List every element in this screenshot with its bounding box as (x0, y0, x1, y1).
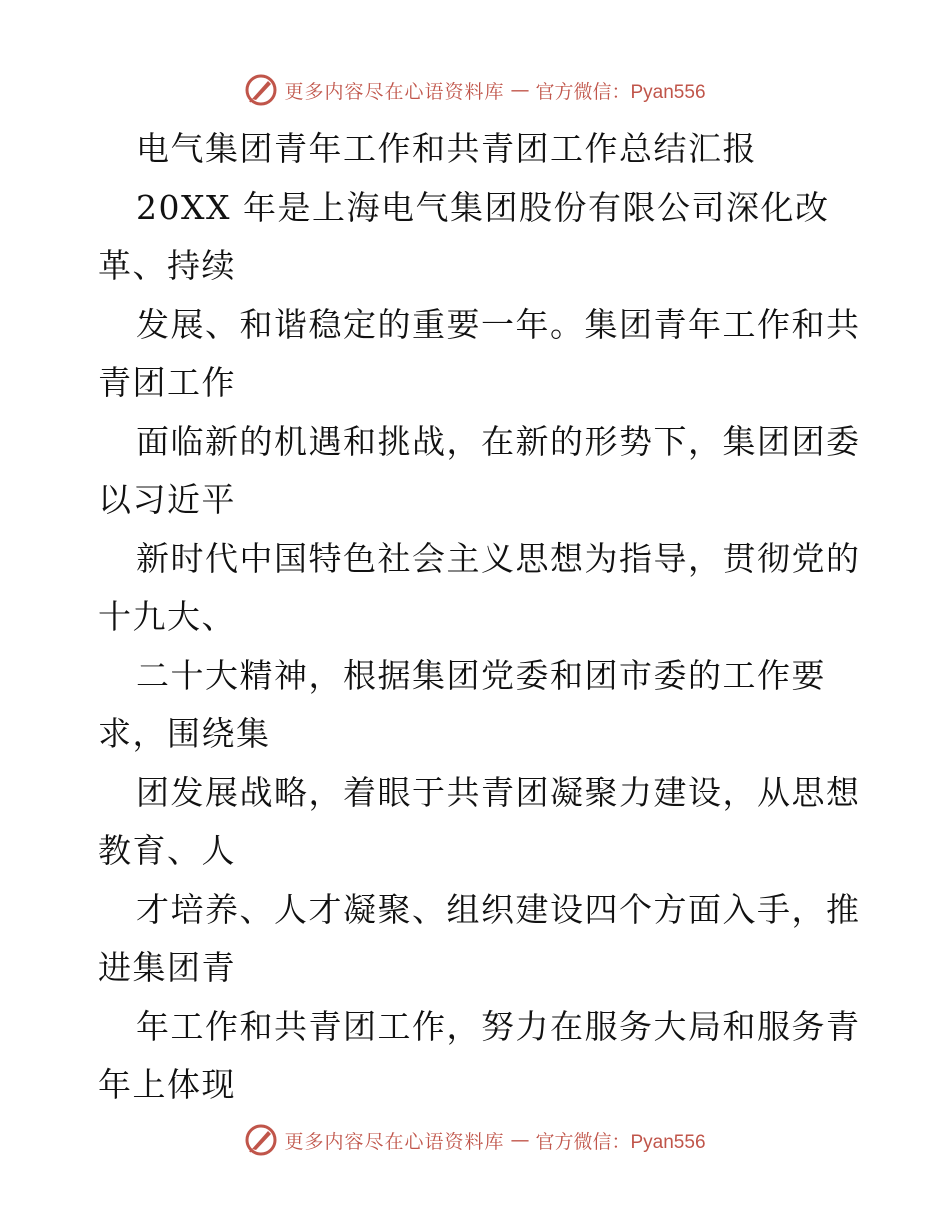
paragraph-line: 发展、和谐稳定的重要一年。集团青年工作和共 (136, 304, 861, 344)
paragraph-line: 进集团青 (98, 948, 236, 987)
paragraph-line: 革、持续 (98, 246, 236, 285)
paragraph-line: 求，围绕集 (98, 714, 271, 753)
paragraph-line: 教育、人 (98, 831, 236, 870)
paragraph-line: 团发展战略，着眼于共青团凝聚力建设，从思想 (136, 772, 861, 812)
paragraph-line: 二十大精神，根据集团党委和团市委的工作要 (136, 655, 826, 695)
paragraph-line: 青团工作 (98, 363, 236, 402)
feather-pen-circle-icon (244, 1123, 278, 1157)
paragraph-line: 年上体现 (98, 1065, 236, 1104)
feather-pen-circle-icon (244, 73, 278, 107)
watermark-contact: 官方微信：Pyan556 (535, 81, 706, 103)
document-body (98, 120, 861, 1115)
document-title: 电气集团青年工作和共青团工作总结汇报 (136, 129, 757, 168)
watermark-separator: — (510, 79, 530, 101)
watermark-slogan: 更多内容尽在心语资料库 (284, 1130, 505, 1153)
paragraph-line: 十九大、 (98, 597, 236, 636)
footer-watermark (0, 1120, 950, 1160)
paragraph-line: 面临新的机遇和挑战，在新的形势下，集团团委 (136, 421, 861, 461)
paragraph-line: 年工作和共青团工作，努力在服务大局和服务青 (136, 1006, 861, 1046)
watermark-separator: — (510, 1129, 530, 1151)
paragraph-line: 20XX 年是上海电气集团股份有限公司深化改 (136, 187, 830, 227)
watermark-slogan: 更多内容尽在心语资料库 (284, 80, 505, 103)
paragraph-line: 以习近平 (98, 480, 236, 519)
header-watermark (0, 70, 950, 110)
paragraph-line: 才培养、人才凝聚、组织建设四个方面入手，推 (136, 889, 861, 929)
watermark-contact: 官方微信：Pyan556 (535, 1131, 706, 1153)
paragraph-line: 新时代中国特色社会主义思想为指导，贯彻党的 (136, 538, 861, 578)
